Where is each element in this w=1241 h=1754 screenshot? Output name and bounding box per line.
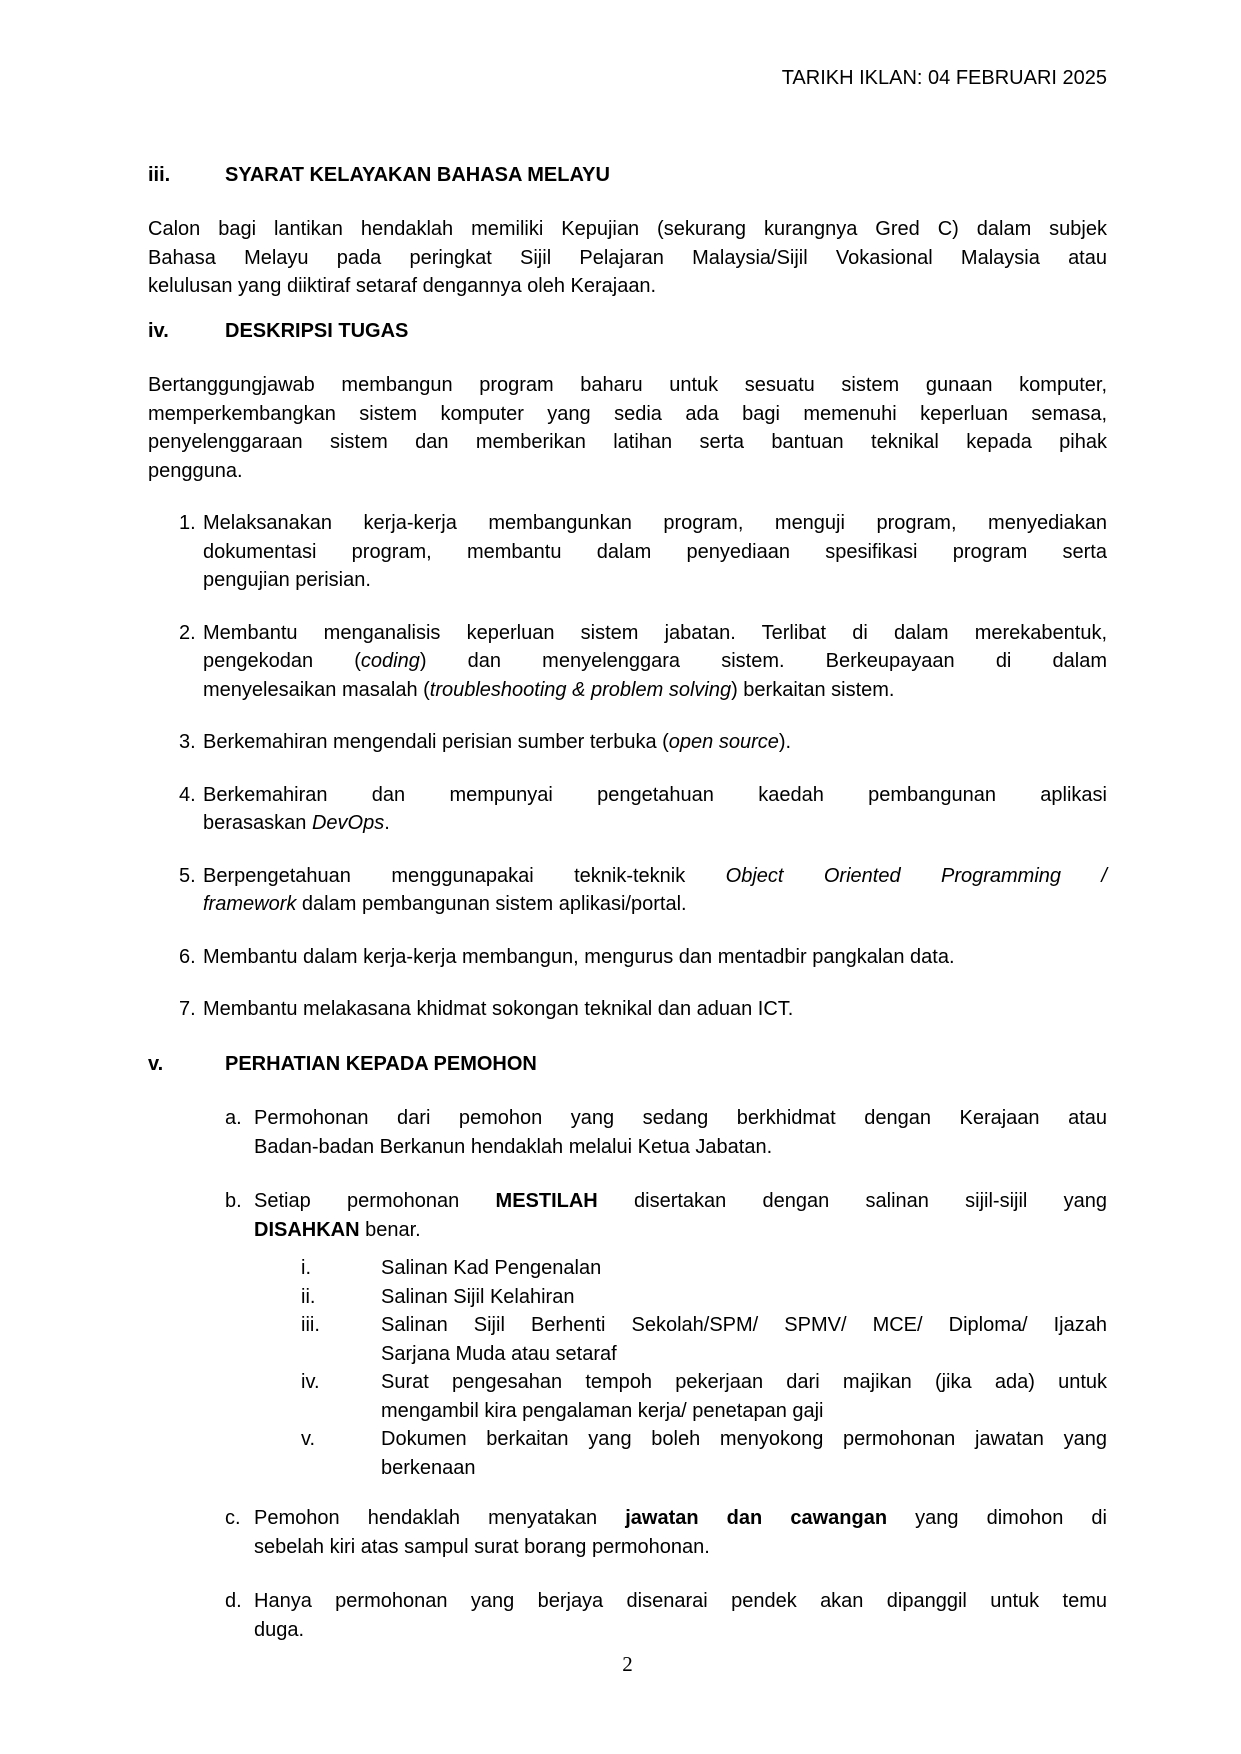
text-line: Melaksanakan kerja-kerja membangunkan program, menguji program, menyediakan [203, 512, 1107, 534]
text-line: DISAHKAN benar. [254, 1218, 421, 1241]
list-item-text [203, 862, 1107, 919]
text-line: Badan-badan Berkanun hendaklah melalui Ketua Jabatan. [254, 1135, 773, 1158]
text-line: berasaskan DevOps. [203, 812, 390, 834]
list-item-text [203, 619, 1107, 705]
text-line: Membantu dalam kerja-kerja membangun, mengurus dan mentadbir pangkalan data. [203, 945, 955, 968]
text-line: pengekodan (coding) dan menyelenggara sistem. Berkeupayaan di dalam [203, 650, 1107, 672]
list-item-text [254, 1187, 1107, 1244]
list-item-text [203, 943, 1107, 972]
text-line: memperkembangkan sistem komputer yang sedia ada bagi memenuhi keperluan semasa, [148, 402, 1107, 425]
text-line: framework dalam pembangunan sistem aplikasi/portal. [203, 893, 687, 915]
bold-text-run: DISAHKAN [254, 1218, 360, 1241]
text-line: Bertanggungjawab membangun program baharu untuk sesuatu sistem gunaan komputer, [148, 374, 1107, 396]
list-item [148, 781, 1107, 838]
list-item [148, 995, 1107, 1024]
list-marker: 5. [179, 864, 196, 887]
sublist-item-text [381, 1425, 1107, 1482]
list-item-text [254, 1104, 1107, 1161]
paragraph-deskripsi-tugas [148, 371, 1107, 485]
list-item [148, 619, 1107, 705]
list-marker: 6. [179, 945, 196, 968]
text-line: duga. [254, 1618, 305, 1641]
list-item-a [148, 1104, 1107, 1161]
text-line: Hanya permohonan yang berjaya disenarai pendek akan dipanggil untuk temu [254, 1590, 1107, 1612]
sublist-marker: v. [301, 1428, 316, 1450]
list-item [148, 728, 1107, 757]
list-item [148, 943, 1107, 972]
roman-document-sublist [148, 1254, 1107, 1482]
list-marker: b. [225, 1190, 242, 1212]
text-line: Salinan Sijil Berhenti Sekolah/SPM/ SPMV/ MCE/ Diploma/ Ijazah [381, 1314, 1107, 1336]
section-title: SYARAT KELAYAKAN BAHASA MELAYU [225, 163, 610, 186]
numbered-task-list [148, 509, 1107, 1024]
list-item-b [148, 1187, 1107, 1244]
page-number: 2 [622, 1652, 633, 1676]
bold-text-run: MESTILAH [495, 1190, 598, 1212]
list-marker: 4. [179, 783, 196, 806]
text-line: dokumentasi program, membantu dalam penyediaan spesifikasi program serta [203, 540, 1107, 563]
list-marker: 1. [179, 512, 196, 534]
sublist-item [148, 1254, 1107, 1283]
list-item-d [148, 1587, 1107, 1644]
bold-text-run: jawatan dan cawangan [625, 1507, 888, 1529]
italic-text-run: troubleshooting & problem solving [429, 678, 732, 701]
section-numeral: iv. [148, 319, 169, 342]
list-item [148, 862, 1107, 919]
list-item-text [254, 1504, 1107, 1561]
sublist-item [148, 1311, 1107, 1368]
section-numeral: iii. [148, 163, 171, 186]
section-heading-v [148, 1050, 1107, 1079]
italic-text-run: Object Oriented Programming / [725, 864, 1107, 887]
list-marker: 3. [179, 731, 196, 753]
section-heading-iii [148, 161, 1107, 190]
text-line: menyelesaikan masalah (troubleshooting & problem solving) berkaitan sistem. [203, 678, 895, 701]
italic-text-run: open source [668, 731, 779, 753]
text-line: Salinan Sijil Kelahiran [381, 1285, 575, 1308]
sublist-item-text [381, 1283, 1107, 1312]
section-numeral: v. [148, 1052, 164, 1075]
sublist-item-text [381, 1368, 1107, 1425]
text-line: Berpengetahuan menggunapakai teknik-teknik Object Oriented Programming / [203, 864, 1107, 887]
text-line: Setiap permohonan MESTILAH disertakan dengan salinan sijil-sijil yang [254, 1190, 1107, 1212]
text-line: berkenaan [381, 1456, 476, 1479]
sublist-item [148, 1368, 1107, 1425]
sublist-marker: ii. [301, 1285, 316, 1308]
list-marker: 7. [179, 998, 196, 1020]
text-line: mengambil kira pengalaman kerja/ penetapan gaji [381, 1399, 824, 1422]
list-item-text [203, 509, 1107, 595]
list-item-c [148, 1504, 1107, 1561]
sublist-item [148, 1425, 1107, 1482]
paragraph-syarat-kelayakan [148, 215, 1107, 301]
list-marker: d. [225, 1590, 242, 1612]
text-line: kelulusan yang diiktiraf setaraf dengannya oleh Kerajaan. [148, 275, 657, 297]
list-item-text [203, 781, 1107, 838]
text-line: Surat pengesahan tempoh pekerjaan dari majikan (jika ada) untuk [381, 1371, 1107, 1393]
list-item-text [203, 728, 1107, 757]
text-line: Berkemahiran mengendali perisian sumber terbuka (open source). [203, 731, 792, 753]
italic-text-run: DevOps [311, 812, 385, 834]
text-line: Membantu melakasana khidmat sokongan teknikal dan aduan ICT. [203, 998, 794, 1020]
text-line: pengguna. [148, 459, 243, 482]
text-line: Pemohon hendaklah menyatakan jawatan dan cawangan yang dimohon di [254, 1507, 1108, 1529]
sublist-marker: iv. [301, 1371, 320, 1393]
list-item [148, 509, 1107, 595]
sublist-marker: i. [301, 1257, 311, 1279]
text-line: Calon bagi lantikan hendaklah memiliki Kepujian (sekurang kurangnya Gred C) dalam subjek [148, 218, 1107, 240]
text-line: penyelenggaraan sistem dan memberikan latihan serta bantuan teknikal kepada pihak [148, 431, 1107, 453]
text-line: Sarjana Muda atau setaraf [381, 1342, 617, 1365]
italic-text-run: coding [360, 650, 420, 672]
section-title: DESKRIPSI TUGAS [225, 319, 409, 342]
sublist-item-text [381, 1311, 1107, 1368]
text-line: Bahasa Melayu pada peringkat Sijil Pelajaran Malaysia/Sijil Vokasional Malaysia atau [148, 246, 1107, 269]
text-line: Salinan Kad Pengenalan [381, 1257, 602, 1279]
text-line: sebelah kiri atas sampul surat borang permohonan. [254, 1535, 710, 1558]
section-heading-iv [148, 317, 1107, 346]
text-line: Dokumen berkaitan yang boleh menyokong permohonan jawatan yang [381, 1428, 1107, 1450]
list-item-text [254, 1587, 1107, 1644]
list-marker: 2. [179, 621, 196, 644]
list-marker: c. [225, 1507, 241, 1529]
italic-text-run: framework [203, 893, 297, 915]
text-line: Membantu menganalisis keperluan sistem jabatan. Terlibat di dalam merekabentuk, [203, 621, 1107, 644]
list-marker: a. [225, 1107, 242, 1129]
sublist-item-text [381, 1254, 1107, 1283]
text-line: Berkemahiran dan mempunyai pengetahuan kaedah pembangunan aplikasi [203, 783, 1107, 806]
section-title: PERHATIAN KEPADA PEMOHON [225, 1052, 537, 1075]
list-item-text [203, 995, 1107, 1024]
sublist-item [148, 1283, 1107, 1312]
text-line: pengujian perisian. [203, 569, 371, 591]
text-line: Permohonan dari pemohon yang sedang berkhidmat dengan Kerajaan atau [254, 1107, 1107, 1129]
advert-date-header: TARIKH IKLAN: 04 FEBRUARI 2025 [781, 67, 1107, 89]
sublist-marker: iii. [301, 1314, 320, 1336]
